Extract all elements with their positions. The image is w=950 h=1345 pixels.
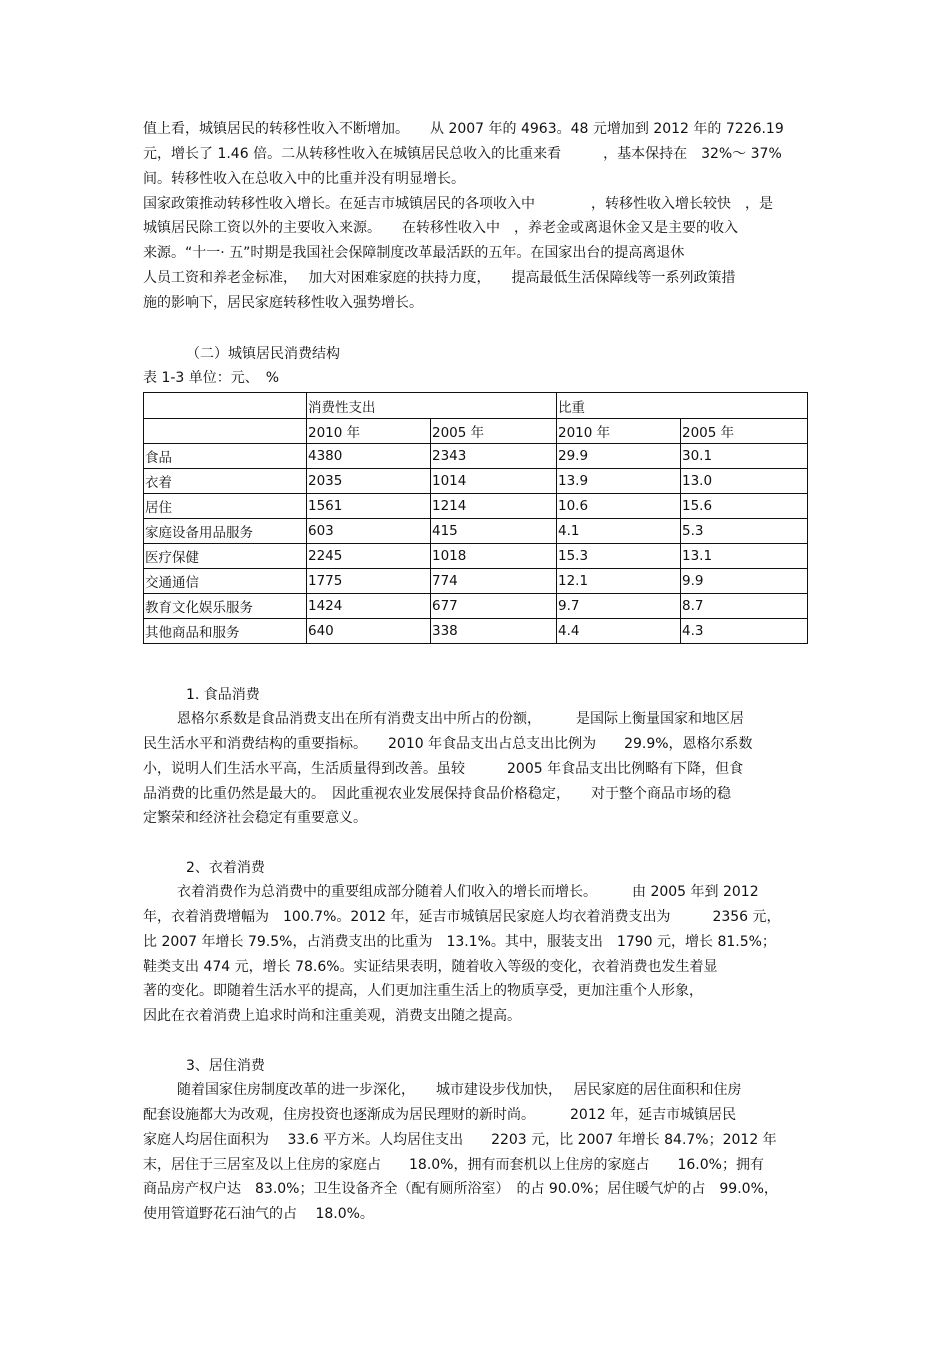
table-cell: 415 (431, 519, 557, 544)
intro-line: 元，增长了 1.46 倍。二从转移性收入在城镇居民总收入的比重来看 ，基本保持在 32%～ 37% (143, 146, 782, 162)
clothing-line: 著的变化。即随着生活水平的提高，人们更加注重生活上的物质享受，更加注重个人形象， (143, 983, 703, 999)
intro-line: 来源。“十一· 五”时期是我国社会保障制度改革最活跃的五年。在国家出台的提高离退休 (143, 245, 685, 261)
food-line: 品消费的比重仍然是最大的。 因此重视农业发展保持食品价格稳定， 对于整个商品市场的稳 (143, 786, 731, 802)
intro-line: 值上看，城镇居民的转移性收入不断增加。 从 2007 年的 4963。48 元增加到 2012 年的 7226.19 (143, 121, 784, 137)
housing-line: 使用管道野花石油气的占 18.0%。 (143, 1206, 374, 1222)
table-cell: 4.3 (681, 619, 808, 644)
housing-line: 末，居住于三居室及以上住房的家庭占 18.0%，拥有而套机以上住房的家庭占 16.0%；拥有 (143, 1157, 764, 1173)
row-label: 衣着 (144, 469, 307, 494)
table-cell: 9.9 (681, 569, 808, 594)
table-row (144, 469, 808, 494)
table-cell: 774 (431, 569, 557, 594)
intro-line: 城镇居民除工资以外的主要收入来源。 在转移性收入中 ，养老金或离退休金又是主要的收入 (143, 220, 738, 236)
table-cell: 1424 (307, 594, 431, 619)
table-cell: 1561 (307, 494, 431, 519)
row-label: 食品 (144, 444, 307, 469)
table-cell: 13.0 (681, 469, 808, 494)
table-row (144, 544, 808, 569)
clothing-line: 因此在衣着消费上追求时尚和注重美观，消费支出随之提高。 (143, 1008, 521, 1024)
food-line: 定繁荣和经济社会稳定有重要意义。 (143, 810, 367, 826)
clothing-line: 鞋类支出 474 元，增长 78.6%。实证结果表明，随着收入等级的变化，衣着消费也发生着显 (143, 959, 718, 975)
intro-line: 间。转移性收入在总收入中的比重并没有明显增长。 (143, 171, 465, 187)
clothing-heading: 2、衣着消费 (186, 860, 265, 876)
table-cell: 12.1 (557, 569, 681, 594)
table-row (144, 519, 808, 544)
table-caption: 表 1-3 单位：元、 % (143, 370, 280, 386)
clothing-line: 衣着消费作为总消费中的重要组成部分随着人们收入的增长而增长。 由 2005 年到 2012 (177, 884, 759, 900)
row-label: 其他商品和服务 (144, 619, 307, 644)
food-line: 民生活水平和消费结构的重要指标。 2010 年食品支出占总支出比例为 29.9%，恩格尔系数 (143, 736, 753, 752)
food-heading: 1. 食品消费 (186, 687, 260, 703)
table-cell: 1775 (307, 569, 431, 594)
intro-line: 施的影响下，居民家庭转移性收入强势增长。 (143, 295, 423, 311)
table-cell: 1018 (431, 544, 557, 569)
row-label: 医疗保健 (144, 544, 307, 569)
row-label: 交通通信 (144, 569, 307, 594)
table-cell: 338 (431, 619, 557, 644)
table-year-header-row (144, 419, 808, 444)
table-row (144, 444, 808, 469)
year-header: 2010 年 (557, 419, 681, 444)
table-cell: 15.6 (681, 494, 808, 519)
intro-line: 人员工资和养老金标准， 加大对困难家庭的扶持力度， 提高最低生活保障线等一系列政策措 (143, 270, 736, 286)
table-cell: 29.9 (557, 444, 681, 469)
housing-heading: 3、居住消费 (186, 1058, 265, 1074)
housing-line: 商品房产权户达 83.0%；卫生设备齐全（配有厕所浴室） 的占 90.0%；居住暖气炉的占 99.0%， (143, 1181, 778, 1197)
group-header-share: 比重 (557, 393, 808, 419)
table-cell: 4380 (307, 444, 431, 469)
table-cell: 2343 (431, 444, 557, 469)
row-label: 教育文化娱乐服务 (144, 594, 307, 619)
table-corner-cell (144, 393, 307, 419)
table-cell: 2035 (307, 469, 431, 494)
housing-line: 随着国家住房制度改革的进一步深化， 城市建设步伐加快， 居民家庭的居住面积和住房 (177, 1082, 742, 1098)
table-cell: 603 (307, 519, 431, 544)
housing-line: 家庭人均居住面积为 33.6 平方米。人均居住支出 2203 元，比 2007 年增长 84.7%；2012 年 (143, 1132, 777, 1148)
year-header: 2010 年 (307, 419, 431, 444)
table-cell: 9.7 (557, 594, 681, 619)
section-heading: （二）城镇居民消费结构 (186, 346, 340, 362)
row-label: 居住 (144, 494, 307, 519)
table-cell: 2245 (307, 544, 431, 569)
table-cell: 5.3 (681, 519, 808, 544)
year-header: 2005 年 (681, 419, 808, 444)
table-group-header-row (144, 393, 808, 419)
housing-line: 配套设施都大为改观，住房投资也逐渐成为居民理财的新时尚。 2012 年，延吉市城镇居民 (143, 1107, 737, 1123)
table-cell: 4.1 (557, 519, 681, 544)
year-header: 2005 年 (431, 419, 557, 444)
table-row (144, 594, 808, 619)
group-header-expenditure: 消费性支出 (307, 393, 557, 419)
table-corner-cell (144, 419, 307, 444)
food-line: 小，说明人们生活水平高，生活质量得到改善。虽较 2005 年食品支出比例略有下降，但食 (143, 761, 744, 777)
clothing-line: 年，衣着消费增幅为 100.7%。2012 年，延吉市城镇居民家庭人均衣着消费支出为 2356 元， (143, 909, 781, 925)
table-cell: 640 (307, 619, 431, 644)
table-cell: 15.3 (557, 544, 681, 569)
table-cell: 1214 (431, 494, 557, 519)
table-row (144, 494, 808, 519)
table-cell: 8.7 (681, 594, 808, 619)
table-cell: 677 (431, 594, 557, 619)
table-cell: 13.1 (681, 544, 808, 569)
consumption-table (143, 392, 808, 644)
intro-line: 国家政策推动转移性收入增长。在延吉市城镇居民的各项收入中 ，转移性收入增长较快 ，是 (143, 196, 773, 212)
table-row (144, 619, 808, 644)
row-label: 家庭设备用品服务 (144, 519, 307, 544)
food-line: 恩格尔系数是食品消费支出在所有消费支出中所占的份额， 是国际上衡量国家和地区居 (177, 711, 744, 727)
table-cell: 13.9 (557, 469, 681, 494)
table-cell: 1014 (431, 469, 557, 494)
table-cell: 4.4 (557, 619, 681, 644)
clothing-line: 比 2007 年增长 79.5%，占消费支出的比重为 13.1%。其中，服装支出 1790 元，增长 81.5%； (143, 934, 776, 950)
table-row (144, 569, 808, 594)
table-cell: 10.6 (557, 494, 681, 519)
table-cell: 30.1 (681, 444, 808, 469)
